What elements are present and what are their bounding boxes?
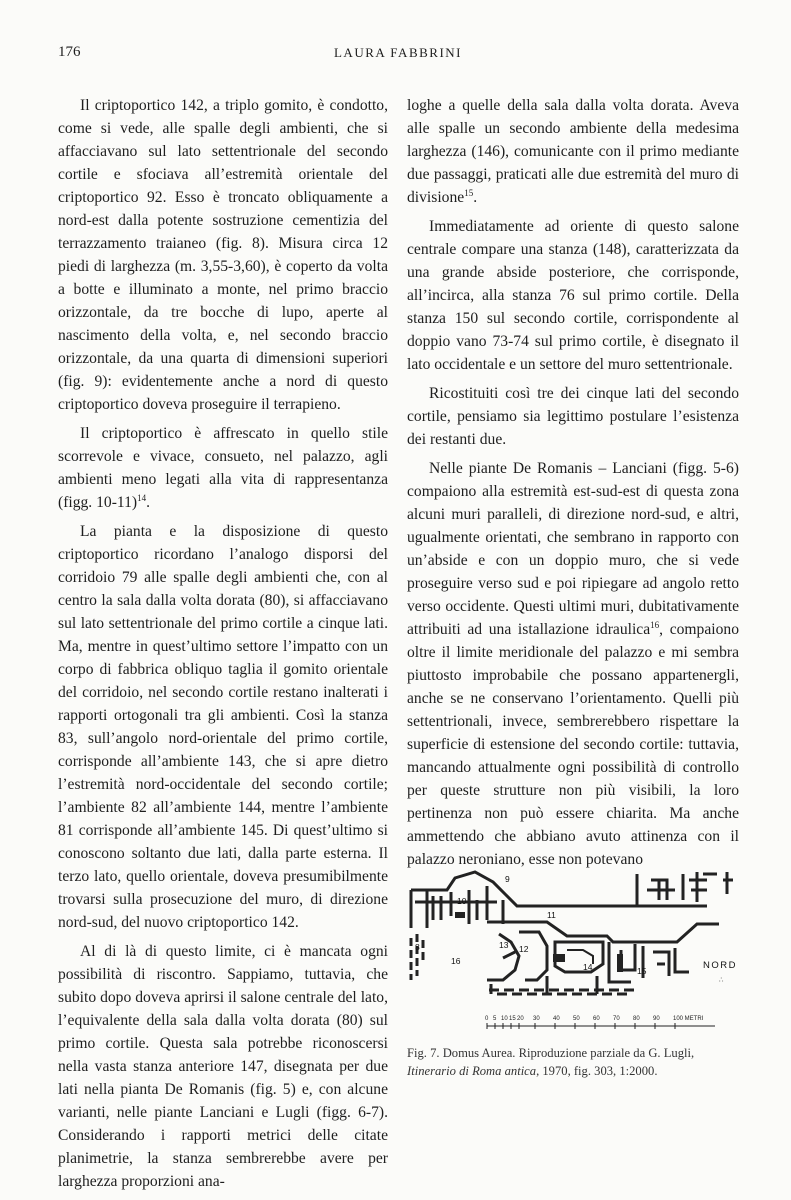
floor-plan bbox=[407, 860, 739, 1040]
plan-label: 14 bbox=[583, 962, 593, 972]
plan-label: 8 bbox=[415, 942, 420, 952]
paragraph: Il criptoportico è affrescato in quello stile scorrevole e vivace, consueto, nel palazzo, agli ambienti meno legati alla vita di rappresentanza (figg. 10-11)$^{14}$. bbox=[58, 425, 388, 511]
paragraph: La pianta e la disposizione di questo criptoportico ricordano l’analogo disporsi del corridoio 79 alle spalle degli ambienti che, con al centro la sala dalla volta dorata (80), si affacciavano sul lato settentrionale del primo cortile a cinque lati. Ma, mentre in quest’ultimo settore l’impatto con un corpo di fabbrica obliquo taglia il gomito orientale del corridoio, nel secondo cortile restano inalterati i rapporti ortogonali tra gli ambienti. Così la stanza 83, sull’angolo nord-orientale del primo cortile, corrisponde all’ambiente 143, che si apre dietro l’estremità nord-occidentale del secondo cortile; l’ambiente 82 all’ambiente 144, mentre l’ambiente 81 corrisponde all’ambiente 145. Di quest’ultimo si conoscono soltanto due lati, dalla parte esterna. Il terzo lato, quello orientale, doveva presumibilmente trovarsi sulla prosecuzione del muro, di direzione nord-sud, del nuovo criptoportico 142. bbox=[58, 523, 388, 931]
scale-tick-label: 15 bbox=[509, 1016, 516, 1022]
scale-tick-label: 20 bbox=[517, 1016, 524, 1022]
figure-7 bbox=[407, 860, 739, 1110]
paragraph: loghe a quelle della sala dalla volta dorata. Aveva alle spalle un secondo ambiente della medesima larghezza (146), comunicante con il primo mediante due passaggi, praticati alle due estremità del muro di divisione$^{15}$. bbox=[407, 97, 739, 206]
page-number: 176 bbox=[58, 44, 81, 60]
scale-tick-label: 5 bbox=[493, 1016, 497, 1022]
paragraph: Ricostituiti così tre dei cinque lati del secondo cortile, pensiamo sia legittimo postulare l’esistenza dei restanti due. bbox=[407, 385, 739, 448]
scale-tick-label: 90 bbox=[653, 1016, 660, 1022]
scale-tick-label: 60 bbox=[593, 1016, 600, 1022]
scale-tick-label: 80 bbox=[633, 1016, 640, 1022]
plan-label: 16 bbox=[451, 956, 461, 966]
footnote-ref: 14 bbox=[137, 493, 147, 503]
page-header bbox=[58, 44, 738, 64]
scale-tick-label: 10 bbox=[501, 1016, 508, 1022]
plan-label: 9 bbox=[505, 874, 510, 884]
running-head: LAURA FABBRINI bbox=[333, 45, 463, 60]
north-label: NORD bbox=[703, 960, 737, 971]
paragraph: Al di là di questo limite, ci è mancata ogni possibilità di riscontro. Sappiamo, tuttavia, che subito dopo doveva aprirsi il salone centrale del lato, l’equivalente della sala dalla volta dorata (80) sul primo cortile. Questa sala potrebbe riconoscersi nella vasta stanza anteriore 147, disegnata per due lati nella pianta De Romanis (fig. 5) e, con alcune varianti, nelle piante Lanciani e Lugli (figg. 6-7). Considerando i rapporti metrici delle citate planimetrie, la stanza sembrerebbe avere per larghezza proporzioni ana- bbox=[58, 943, 388, 1190]
scale-tick-label: 50 bbox=[573, 1016, 580, 1022]
scale-tick-label: 70 bbox=[613, 1016, 620, 1022]
paragraph: Immediatamente ad oriente di questo salone centrale compare una stanza (148), caratterizzata da una grande abside posteriore, che corrisponde, all’incirca, alla stanza 76 sul primo cortile. Della stanza 150 sul secondo cortile, corrispondente al doppio vano 73-74 sul primo cortile, è disegnato il lato occidentale e un settore del muro settentrionale. bbox=[407, 218, 739, 373]
plan-label: 15 bbox=[637, 966, 647, 976]
left-column bbox=[58, 94, 388, 1199]
figure-caption: Fig. 7. Domus Aurea. Riproduzione parziale da G. Lugli, Itinerario di Roma antica, 1970, fig. 303, 1:2000. bbox=[407, 1046, 695, 1078]
plan-label: 12 bbox=[519, 944, 529, 954]
scale-tick-label: 30 bbox=[533, 1016, 540, 1022]
scale-tick-label: 40 bbox=[553, 1016, 560, 1022]
footnote-ref: 15 bbox=[464, 188, 474, 198]
plan-label: 10 bbox=[457, 896, 467, 906]
paragraph: Il criptoportico 142, a triplo gomito, è condotto, come si vede, alle spalle degli ambienti, che si affacciavano sul lato settentrionale del secondo cortile e sfociava all’estremità orientale del criptoportico 92. Esso è troncato obliquamente a nord-est dalla potente sostruzione cementizia del terrazzamento traianeo (fig. 8). Misura circa 12 piedi di larghezza (m. 3,55-3,60), è coperto da volta a botte e illuminato a monte, nel primo braccio orizzontale, da tre bocche di lupo, aperte al nascimento della volta, e, nel secondo braccio orizzontale, da una quarta di dimensioni superiori (fig. 9): evidentemente anche a nord di questo criptoportico doveva proseguire il terrapieno. bbox=[58, 97, 388, 413]
caption-source: Itinerario di Roma antica bbox=[407, 1064, 537, 1078]
right-column bbox=[407, 94, 739, 877]
paragraph: Nelle piante De Romanis – Lanciani (figg. 5-6) compaiono alla estremità est-sud-est di questa zona alcuni muri paralleli, di direzione nord-sud, e altri, ugualmente orientati, che sembrano in rapporto con un’abside e con un doppio muro, che si vede proseguire verso sud e poi ripiegare ad angolo retto verso occidente. Questi ultimi muri, dubitativamente attribuiti ad una istallazione idraulica$^{16}$, compaiono oltre il limite meridionale del palazzo e mi sembra piuttosto improbabile che possano appartenergli, anche se ne conservano l’orientamento. Quelli più settentrionali, invece, sembrerebbero rispettare la superficie di estensione del secondo cortile: tuttavia, mancando attualmente ogni possibilità di controllo per queste strutture non più visibili, la loro pertinenza non può essere chiarita. Ma anche ammettendo che abbiano avuto attinenza con il palazzo neroniano, esse non potevano bbox=[407, 460, 739, 868]
footnote-ref: 16 bbox=[650, 620, 660, 630]
scale-bar bbox=[485, 1016, 715, 1029]
plan-label: 13 bbox=[499, 940, 509, 950]
plan-label: 11 bbox=[547, 910, 556, 920]
scale-tick-label: 100 METRI bbox=[673, 1016, 704, 1022]
scale-tick-label: 0 bbox=[485, 1016, 489, 1022]
north-arrow-icon: ∴ bbox=[719, 977, 724, 984]
